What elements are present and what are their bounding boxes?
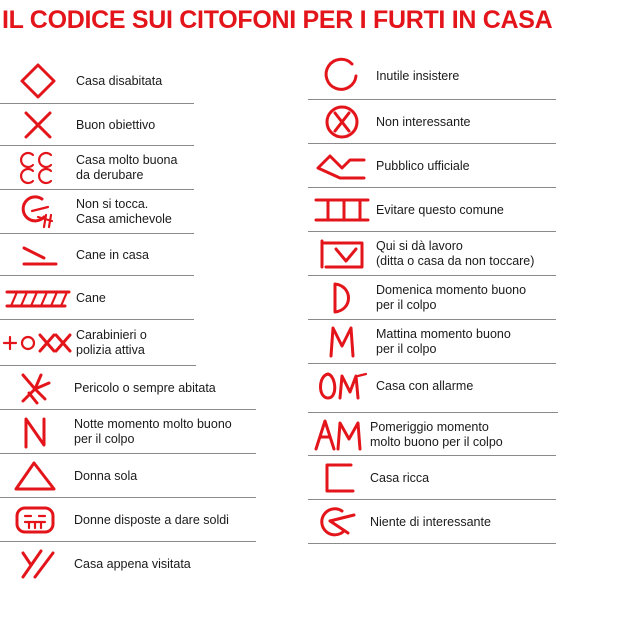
item-label: Casa molto buona da derubare <box>76 153 178 182</box>
item-label: Carabinieri o polizia attiva <box>76 328 147 357</box>
item-label: Pomeriggio momento molto buono per il colpo <box>370 419 503 449</box>
circle-arrow-icon <box>308 503 370 541</box>
item-label: Cane <box>76 290 106 305</box>
list-item <box>308 100 558 144</box>
circle-arrow-hash-icon <box>0 193 76 231</box>
list-item <box>308 188 558 232</box>
circle-x-icon <box>308 103 376 141</box>
item-label: Pubblico ufficiale <box>376 158 470 173</box>
face-box-icon <box>4 504 66 536</box>
list-item <box>0 104 256 146</box>
list-item <box>0 190 256 234</box>
cross-circle-xx-icon <box>0 329 76 357</box>
list-item <box>308 52 558 100</box>
item-label: Buon obiettivo <box>76 117 156 132</box>
four-circles-icon <box>0 150 76 186</box>
om-script-icon <box>308 368 376 404</box>
list-item <box>0 320 256 366</box>
item-label: Non si tocca. Casa amichevole <box>76 197 172 226</box>
list-item <box>0 146 256 190</box>
list-item <box>0 542 256 586</box>
right-column <box>308 52 558 544</box>
item-label: Pericolo o sempre abitata <box>74 380 216 395</box>
list-item <box>0 276 256 320</box>
item-label: Donne disposte a dare soldi <box>74 512 229 527</box>
circle-icon <box>308 56 376 96</box>
zigzag-arrow-icon <box>308 150 376 182</box>
list-item <box>308 144 558 188</box>
item-label: Evitare questo comune <box>376 202 504 217</box>
diamond-icon <box>0 62 76 100</box>
item-label: Inutile insistere <box>376 68 460 83</box>
item-label: Donna sola <box>74 468 138 483</box>
item-label: Casa ricca <box>370 470 430 485</box>
item-label: Casa appena visitata <box>74 556 191 571</box>
item-label: Cane in casa <box>76 247 149 262</box>
page-title: IL CODICE SUI CITOFONI PER I FURTI IN CASA <box>2 6 553 34</box>
item-label: Qui si dà lavoro (ditta o casa da non toccare) <box>376 239 535 268</box>
item-label: Domenica momento buono per il colpo <box>376 283 527 312</box>
list-item <box>0 58 256 104</box>
list-item <box>308 364 558 408</box>
bracket-icon <box>308 461 370 495</box>
left-column <box>0 58 256 586</box>
letter-d-icon <box>308 280 376 316</box>
hatched-bar-icon <box>0 286 76 310</box>
list-item <box>0 454 256 498</box>
list-item <box>308 276 558 320</box>
list-item <box>308 412 558 456</box>
triangle-icon <box>4 459 66 493</box>
am-letters-icon <box>308 417 370 453</box>
pillars-icon <box>308 195 376 225</box>
list-item <box>0 410 256 454</box>
letter-n-icon <box>4 415 66 449</box>
star-burst-icon <box>4 371 66 405</box>
letter-m-icon <box>308 324 376 360</box>
item-label: Mattina momento buono per il colpo <box>376 327 511 356</box>
list-item <box>0 366 256 410</box>
list-item <box>308 500 558 544</box>
item-label: Non interessante <box>376 114 471 129</box>
list-item <box>308 232 558 276</box>
double-slash-icon <box>4 547 66 581</box>
checked-box-icon <box>308 237 376 271</box>
x-cross-icon <box>0 109 76 141</box>
list-item <box>0 234 256 276</box>
item-label: Notte momento molto buono per il colpo <box>74 417 232 446</box>
list-item <box>308 320 558 364</box>
item-label: Niente di interessante <box>370 514 491 529</box>
item-label: Casa disabitata <box>76 73 163 88</box>
slash-line-icon <box>0 240 76 270</box>
item-label: Casa con allarme <box>376 378 474 393</box>
list-item <box>308 456 558 500</box>
list-item <box>0 498 256 542</box>
